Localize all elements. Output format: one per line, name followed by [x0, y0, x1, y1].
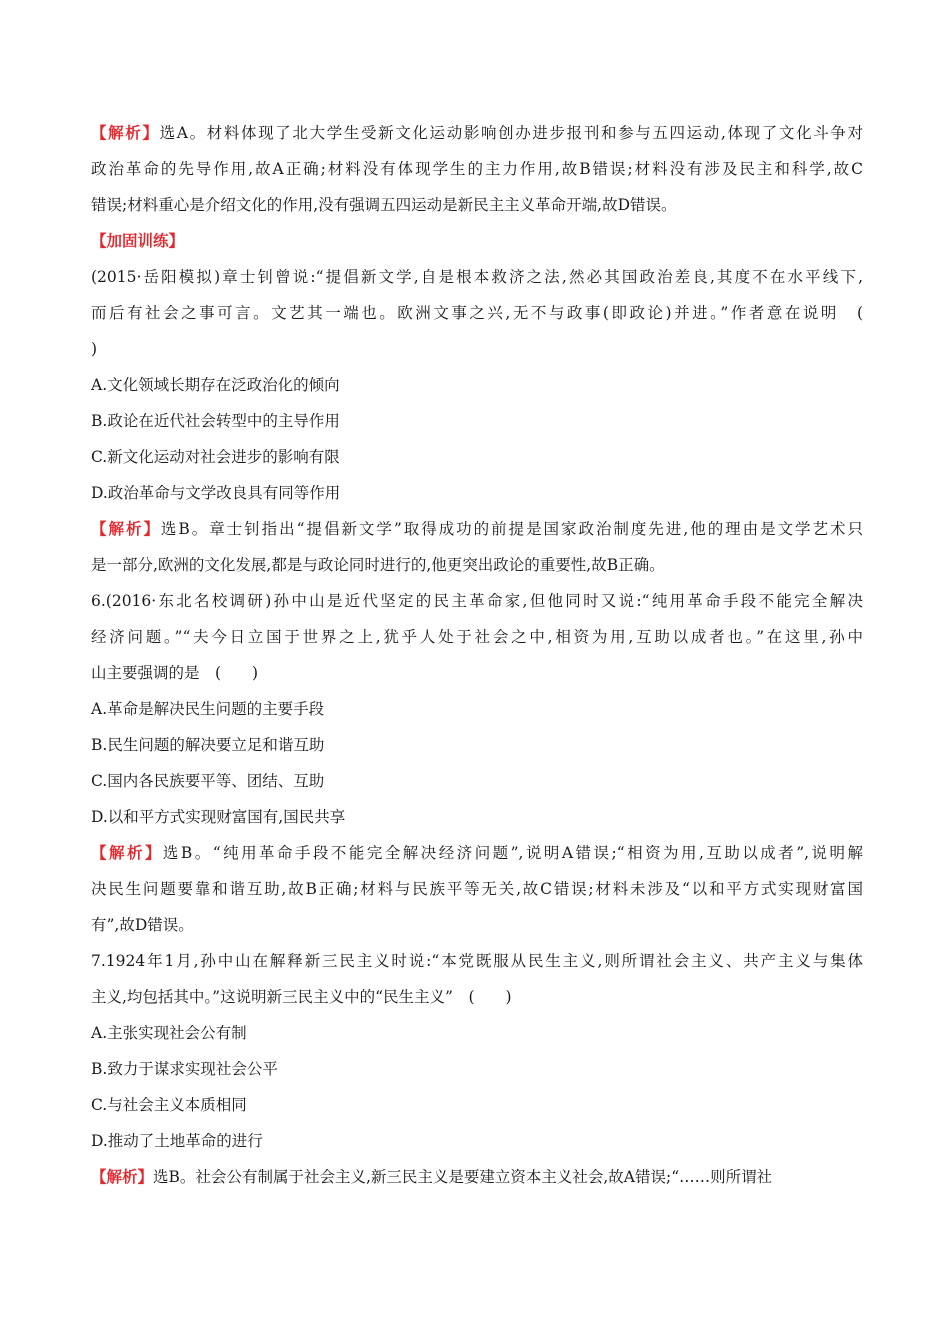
- answer-option: [91, 727, 863, 763]
- question-stem-line: [91, 619, 863, 655]
- analysis-text: 政治革命的先导作用,故A正确;材料没有体现学生的主力作用,故B错误;材料没有涉及民主和科学,故C: [91, 160, 863, 178]
- answer-option-text: A.革命是解决民生问题的主要手段: [91, 700, 325, 718]
- answer-option-text: C.国内各民族要平等、团结、互助: [91, 772, 325, 790]
- analysis-line: [91, 115, 863, 151]
- analysis-text: 错误;材料重心是介绍文化的作用,没有强调五四运动是新民主主义革命开端,故D错误。: [91, 196, 677, 214]
- answer-option: [91, 403, 863, 439]
- section-heading-tag: 【 加固训练 】: [91, 231, 184, 250]
- analysis-text: 选B。社会公有制属于社会主义,新三民主义是要建立资本主义社会,故A错误;“……则所谓社: [153, 1168, 773, 1186]
- section-heading: [91, 223, 863, 259]
- analysis-line: [91, 871, 863, 907]
- answer-option-text: B.政论在近代社会转型中的主导作用: [91, 412, 340, 430]
- analysis-text: 有”,故D错误。: [91, 916, 194, 934]
- question-stem-text: 经济问题。”“夫今日立国于世界之上,犹乎人处于社会之中,相资为用,互助以成者也。”在这里,孙中: [91, 628, 863, 646]
- answer-option: [91, 439, 863, 475]
- question-stem-text: (2015·岳阳模拟)章士钊曾说:“提倡新文学,自是根本救济之法,然必其国政治差良,其度不在水平线下,: [91, 268, 863, 286]
- question-stem-line: [91, 583, 863, 619]
- answer-option: [91, 1015, 863, 1051]
- analysis-text: 选B。章士钊指出“提倡新文学”取得成功的前提是国家政治制度先进,他的理由是文学艺术只: [160, 520, 863, 538]
- answer-option: [91, 763, 863, 799]
- answer-option: [91, 475, 863, 511]
- analysis-text: 是一部分,欧洲的文化发展,都是与政论同时进行的,他更突出政论的重要性,故B正确。: [91, 556, 665, 574]
- answer-option: [91, 1051, 863, 1087]
- question-stem-line: [91, 943, 863, 979]
- analysis-line: [91, 547, 863, 583]
- document-page: [91, 115, 863, 1195]
- analysis-line: [91, 835, 863, 871]
- answer-option-text: C.与社会主义本质相同: [91, 1096, 247, 1114]
- analysis-line: [91, 907, 863, 943]
- question-stem-line: [91, 655, 863, 691]
- analysis-tag: 【 解析 】: [91, 843, 163, 862]
- answer-option-text: C.新文化运动对社会进步的影响有限: [91, 448, 340, 466]
- analysis-line: [91, 1159, 863, 1195]
- question-stem-text: ): [91, 340, 98, 358]
- question-stem-text: 7.1924年1月,孙中山在解释新三民主义时说:“本党既服从民生主义,则所谓社会主义、共产主义与集体: [91, 952, 863, 970]
- question-stem-line: [91, 295, 863, 331]
- analysis-tag: 【 解析 】: [91, 123, 160, 142]
- analysis-text: 决民生问题要靠和谐互助,故B正确;材料与民族平等无关,故C错误;材料未涉及“以和平方式实现财富国: [91, 880, 863, 898]
- question-stem-line: [91, 979, 863, 1015]
- answer-option-text: B.致力于谋求实现社会公平: [91, 1060, 278, 1078]
- answer-option: [91, 1123, 863, 1159]
- answer-option-text: D.推动了土地革命的进行: [91, 1132, 263, 1150]
- question-stem-text: 山主要强调的是 ( ): [91, 664, 259, 682]
- analysis-line: [91, 511, 863, 547]
- analysis-text: 选B。“纯用革命手段不能完全解决经济问题”,说明A错误;“相资为用,互助以成者”,说明解: [162, 844, 863, 862]
- question-stem-line: [91, 259, 863, 295]
- question-stem-text: 而后有社会之事可言。文艺其一端也。欧洲文事之兴,无不与政事(即政论)并进。”作者意在说明 (: [91, 304, 863, 322]
- analysis-tag: 【 解析 】: [91, 1167, 153, 1186]
- analysis-text: 选A。材料体现了北大学生受新文化运动影响创办进步报刊和参与五四运动,体现了文化斗争对: [159, 124, 863, 142]
- question-stem-text: 6.(2016·东北名校调研)孙中山是近代坚定的民主革命家,但他同时又说:“纯用革命手段不能完全解决: [91, 592, 863, 610]
- answer-option-text: B.民生问题的解决要立足和谐互助: [91, 736, 325, 754]
- answer-option-text: D.以和平方式实现财富国有,国民共享: [91, 808, 346, 826]
- answer-option-text: A.主张实现社会公有制: [91, 1024, 247, 1042]
- answer-option-text: D.政治革命与文学改良具有同等作用: [91, 484, 341, 502]
- analysis-line: [91, 151, 863, 187]
- answer-option: [91, 691, 863, 727]
- answer-option: [91, 367, 863, 403]
- answer-option: [91, 799, 863, 835]
- analysis-line: [91, 187, 863, 223]
- answer-option-text: A.文化领域长期存在泛政治化的倾向: [91, 376, 340, 394]
- analysis-tag: 【 解析 】: [91, 519, 161, 538]
- question-stem-text: 主义,均包括其中。”这说明新三民主义中的“民生主义” ( ): [91, 988, 512, 1006]
- answer-option: [91, 1087, 863, 1123]
- question-stem-line: [91, 331, 863, 367]
